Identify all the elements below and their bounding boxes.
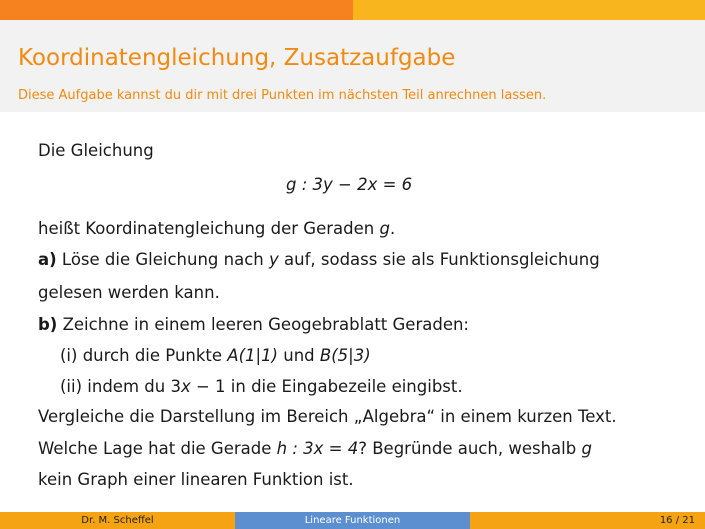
intro-text: Die Gleichung: [38, 141, 154, 160]
task-b-ii-post: − 1 in die Eingabezeile eingibst.: [190, 377, 463, 396]
task-b-i-mid: und: [278, 346, 320, 365]
equation-g: [286, 174, 412, 196]
task-b-ii: [60, 376, 463, 398]
equation-h: h : 3x = 4: [276, 439, 359, 458]
line-name-pre: heißt Koordinatengleichung der Geraden: [38, 219, 380, 238]
footer-page-number: 16 / 21: [470, 512, 705, 529]
task-a: [38, 249, 600, 271]
footer-author: Dr. M. Scheffel: [0, 512, 235, 529]
task-a-post: auf, sodass sie als Funktionsgleichung: [278, 250, 600, 269]
footer-topic: Lineare Funktionen: [235, 512, 470, 529]
slide-title-box: [0, 20, 705, 112]
task-b: [38, 314, 469, 336]
question-h-pre: Welche Lage hat die Gerade: [38, 439, 277, 458]
task-b-text: Zeichne in einem leeren Geogebrablatt Geraden:: [57, 315, 469, 334]
task-b-i: [60, 345, 371, 367]
task-b-i-pre: (i) durch die Punkte: [60, 346, 228, 365]
task-a-label: a): [38, 250, 57, 269]
task-a-cont: gelesen werden kann.: [38, 283, 220, 302]
question-h: [38, 438, 592, 460]
compare-text: Vergleiche die Darstellung im Bereich „Algebra“ in einem kurzen Text.: [38, 407, 617, 426]
task-a-var: y: [269, 250, 279, 269]
top-bar-left: [0, 0, 353, 20]
task-b-label: b): [38, 315, 58, 334]
slide-subtitle: Diese Aufgabe kannst du dir mit drei Punkten im nächsten Teil anrechnen lassen.: [18, 88, 547, 103]
question-h-mid: ? Begründe auch, weshalb: [358, 439, 582, 458]
slide-title: Koordinatengleichung, Zusatzaufgabe: [18, 45, 456, 71]
top-color-bar: [0, 0, 705, 20]
top-bar-right: [353, 0, 705, 20]
equation-g-text: g : 3y − 2x = 6: [286, 175, 413, 194]
task-b-ii-var: x: [180, 377, 191, 396]
line-name-var: g: [379, 219, 390, 238]
question-h-cont: kein Graph einer linearen Funktion ist.: [38, 470, 354, 489]
task-a-pre: Löse die Gleichung nach: [56, 250, 269, 269]
question-h-var: g: [581, 439, 592, 458]
task-b-ii-pre: (ii) indem du 3: [60, 377, 181, 396]
line-name-text: [38, 218, 395, 240]
footer-bar: [0, 512, 705, 529]
line-name-post: .: [389, 219, 396, 238]
point-b: B(5|3): [319, 346, 371, 365]
point-a: A(1|1): [227, 346, 278, 365]
